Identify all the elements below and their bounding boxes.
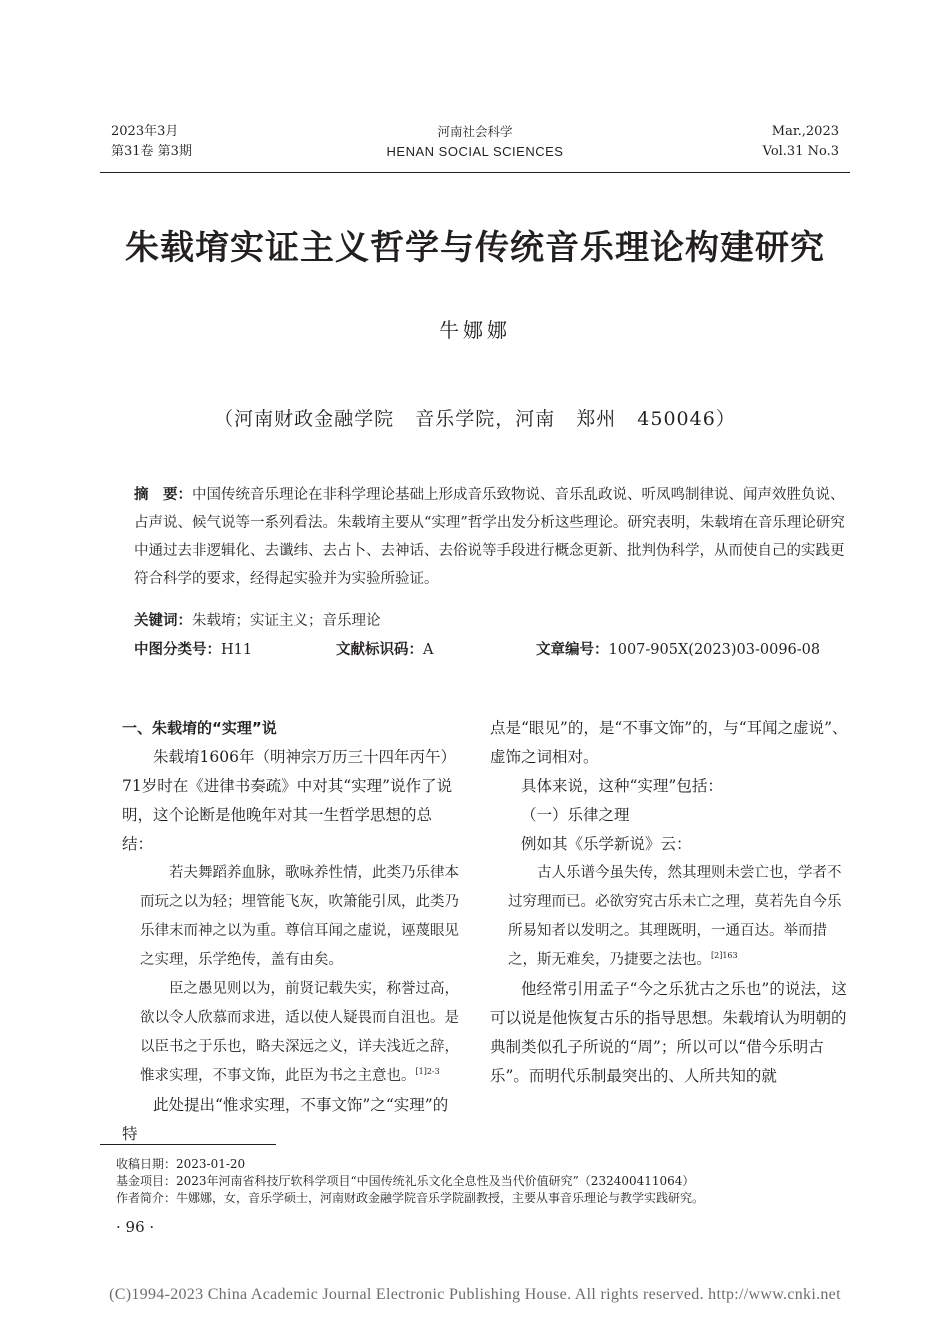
journal-name-en: HENAN SOCIAL SCIENCES [386, 144, 564, 159]
copyright-notice: (C)1994-2023 China Academic Journal Electronic Publishing House. All rights reserved. http://www.cnki.net [109, 1286, 841, 1303]
page-number: · 96 · [116, 1218, 155, 1236]
classification-number [134, 640, 252, 660]
header-left [111, 122, 192, 162]
body-paragraph: 例如其《乐学新说》云： [521, 835, 692, 853]
keywords [134, 611, 381, 631]
block-quote [122, 975, 460, 1091]
header-center [300, 122, 650, 162]
subsection-heading: （一）乐律之理 [521, 806, 630, 824]
left-column [122, 714, 460, 1149]
body-paragraph: 具体来说，这种“实理”包括： [521, 777, 723, 795]
keywords-text: 朱载堉；实证主义；音乐理论 [192, 613, 381, 629]
issue-date-en: Mar.,2023 [771, 124, 839, 139]
author-bio: 作者简介：牛娜娜，女，音乐学硕士，河南财政金融学院音乐学院副教授，主要从事音乐理论与教学实践研究。 [116, 1191, 705, 1205]
block-quote-text: 臣之愚见则以为，前贤记载失实，称誉过高，欲以令人欣慕而求进，适以使人疑畏而自沮也。是以臣书之于乐也，略夫深远之义，详夫浅近之辞，惟求实理，不事文饰，此臣为书之主意也。 [140, 981, 459, 1084]
right-column [490, 714, 850, 1091]
abstract [134, 481, 850, 593]
footnote-rule [100, 1144, 276, 1145]
article-number-label: 文章编号： [536, 642, 609, 658]
block-quote [490, 859, 850, 975]
body-paragraph: 他经常引用孟子“今之乐犹古之乐也”的说法，这可以说是他恢复古乐的指导思想。朱载堉认为明朝的典制类似孔子所说的“周”；所以可以“借今乐明古乐”。而明代乐制最突出的、人所共知的就 [490, 980, 847, 1085]
classification-value: H11 [221, 642, 253, 658]
abstract-label: 摘 要： [134, 487, 192, 503]
keywords-label: 关键词： [134, 613, 192, 629]
fund-project: 基金项目：2023年河南省科技厅软科学项目“中国传统礼乐文化全息性及当代价值研究”（232400411064） [116, 1174, 695, 1188]
journal-name-cn: 河南社会科学 [437, 124, 513, 139]
article-number [536, 640, 820, 660]
article-number-value: 1007-905X(2023)03-0096-08 [608, 642, 821, 658]
header-rule [100, 172, 850, 173]
received-date: 收稿日期：2023-01-20 [116, 1157, 246, 1171]
document-code-label: 文献标识码： [336, 642, 423, 658]
abstract-text: 中国传统音乐理论在非科学理论基础上形成音乐致物说、音乐乱政说、听凤鸣制律说、闻声效胜负说、占声说、候气说等一系列看法。朱载堉主要从“实理”哲学出发分析这些理论。研究表明，朱载堉在音乐理论研究中通过去非逻辑化、去谶纬、去占卜、去神话、去俗说等手段进行概念更新、批判伪科学，从而使自己的实践更符合科学的要求，经得起实验并为实验所验证。 [134, 487, 845, 587]
block-quote-text: 古人乐谱今虽失传，然其理则未尝亡也，学者不过穷理而已。必欲穷究古乐未亡之理，莫若先自今乐所易知者以发明之。其理既明，一通百达。举而措之，斯无难矣，乃捷要之法也。 [508, 865, 842, 968]
volume-en: Vol.31 No.3 [762, 144, 839, 159]
citation-ref: [1]2-3 [415, 1067, 440, 1077]
document-code-value: A [423, 642, 434, 658]
classification-label: 中图分类号： [134, 642, 221, 658]
article-author: 牛娜娜 [439, 318, 511, 342]
body-paragraph: 点是“眼见”的，是“不事文饰”的，与“耳闻之虚说”、虚饰之词相对。 [490, 719, 848, 766]
section-heading: 一、朱载堉的“实理”说 [122, 719, 277, 737]
issue-date-cn: 2023年3月 [111, 124, 179, 139]
body-paragraph: 此处提出“惟求实理，不事文饰”之“实理”的特 [122, 1096, 449, 1143]
header-right [763, 122, 839, 162]
author-affiliation: （河南财政金融学院 音乐学院，河南 郑州 450046） [214, 408, 736, 430]
citation-ref: [2]163 [711, 951, 738, 961]
article-title: 朱载堉实证主义哲学与传统音乐理论构建研究 [125, 228, 825, 268]
body-paragraph: 朱载堉1606年（明神宗万历三十四年丙午）71岁时在《进律书奏疏》中对其“实理”说作了说明，这个论断是他晚年对其一生哲学思想的总结： [122, 748, 456, 853]
document-code [336, 640, 433, 660]
block-quote: 若夫舞蹈养血脉，歌咏养性情，此类乃乐律本而玩之以为轻；埋管能飞灰，吹箫能引凤，此类乃乐律末而神之以为重。尊信耳闻之虚说，诬蔑眼见之实理，乐学绝传，盖有由矣。 [140, 865, 459, 968]
volume-cn: 第31卷 第3期 [111, 144, 192, 159]
footnotes [116, 1156, 856, 1207]
